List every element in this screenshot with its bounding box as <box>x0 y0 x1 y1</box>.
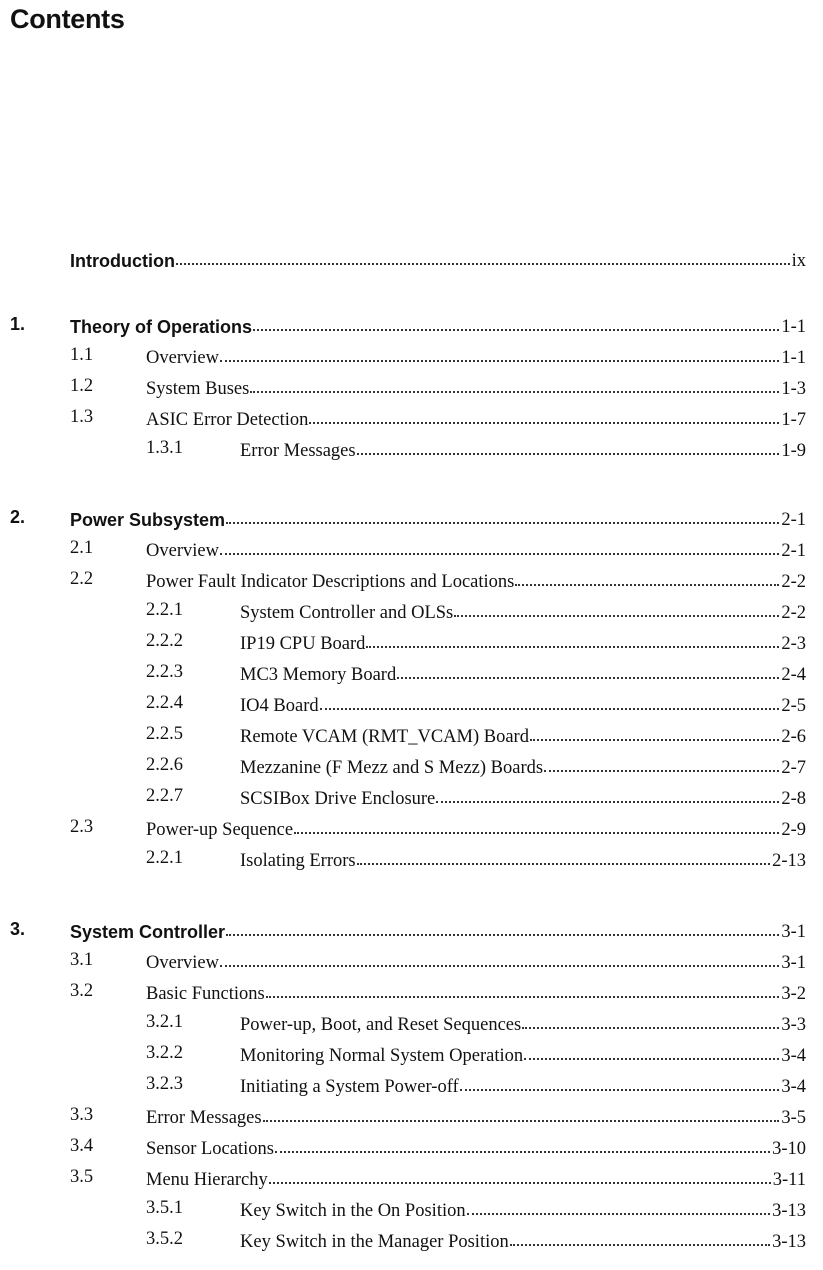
entry-number: 2.2.4 <box>146 693 183 713</box>
entry-title: System Controller <box>70 922 226 942</box>
entry-title: Power-up Sequence <box>146 820 294 840</box>
entry-number: 3.5.1 <box>146 1198 183 1218</box>
entry-number: 3.2.2 <box>146 1043 183 1063</box>
dot-leader <box>320 708 780 710</box>
section-entry[interactable] <box>70 1134 806 1160</box>
entry-title: System Buses <box>146 379 250 399</box>
subsection-entry[interactable] <box>146 1196 806 1222</box>
subsection-entry[interactable] <box>146 722 806 748</box>
entry-page-number: 3-10 <box>772 1139 806 1159</box>
entry-page-number: 2-5 <box>781 696 806 716</box>
chapter-entry[interactable] <box>10 917 806 943</box>
entry-title: Overview <box>146 541 219 561</box>
entry-title: Key Switch in the Manager Position <box>240 1232 509 1252</box>
entry-page-number: 3-13 <box>772 1232 806 1252</box>
dot-leader <box>269 1182 771 1184</box>
dot-leader <box>220 965 779 967</box>
entry-number: 2.2 <box>70 569 94 589</box>
entry-number: 2.2.1 <box>146 848 183 868</box>
dot-leader <box>366 646 779 648</box>
dot-leader <box>524 1058 779 1060</box>
entry-title: Mezzanine (F Mezz and S Mezz) Boards <box>240 758 544 778</box>
section-entry[interactable] <box>70 1165 806 1191</box>
section-entry[interactable] <box>70 948 806 974</box>
dot-leader <box>266 996 780 998</box>
entry-page-number: 2-7 <box>781 758 806 778</box>
dot-leader <box>220 360 779 362</box>
dot-leader <box>309 422 779 424</box>
page-title: Contents <box>10 4 125 34</box>
entry-page-number: 1-1 <box>781 348 806 368</box>
entry-number: 1.3 <box>70 407 94 427</box>
entry-number: 3.3 <box>70 1105 94 1125</box>
entry-page-number: 3-1 <box>781 953 806 973</box>
dot-leader <box>515 584 779 586</box>
subsection-entry[interactable] <box>146 753 806 779</box>
entry-page-number: 3-11 <box>772 1170 806 1190</box>
subsection-entry[interactable] <box>146 660 806 686</box>
entry-page-number: 1-3 <box>781 379 806 399</box>
entry-title: Introduction <box>70 251 175 271</box>
chapter-entry[interactable] <box>10 312 806 338</box>
subsection-entry[interactable] <box>146 1010 806 1036</box>
entry-page-number: 1-1 <box>781 317 806 337</box>
entry-page-number: 2-8 <box>781 789 806 809</box>
dot-leader <box>357 453 780 455</box>
entry-number: 3.4 <box>70 1136 94 1156</box>
entry-title: MC3 Memory Board <box>240 665 397 685</box>
section-entry[interactable] <box>70 979 806 1005</box>
entry-page-number: 3-4 <box>781 1077 806 1097</box>
entry-page-number: ix <box>791 251 806 271</box>
entry-page-number: 3-4 <box>781 1046 806 1066</box>
dot-leader <box>467 1213 770 1215</box>
dot-leader <box>460 1089 780 1091</box>
dot-leader <box>530 739 779 741</box>
entry-number: 3.5 <box>70 1167 94 1187</box>
entry-title: Power Fault Indicator Descriptions and Locations <box>146 572 515 592</box>
dot-leader <box>226 522 779 524</box>
entry-page-number: 1-7 <box>781 410 806 430</box>
entry-title: Initiating a System Power-off <box>240 1077 459 1097</box>
chapter-entry[interactable] <box>70 246 806 272</box>
entry-number: 2.1 <box>70 538 94 558</box>
subsection-entry[interactable] <box>146 784 806 810</box>
entry-title: Remote VCAM (RMT_VCAM) Board <box>240 727 529 747</box>
entry-page-number: 2-6 <box>781 727 806 747</box>
dot-leader <box>176 263 790 265</box>
entry-number: 2.3 <box>70 817 94 837</box>
entry-title: Power Subsystem <box>70 510 226 530</box>
entry-title: Menu Hierarchy <box>146 1170 268 1190</box>
dot-leader <box>522 1027 779 1029</box>
entry-number: 2.2.7 <box>146 786 183 806</box>
entry-title: Sensor Locations <box>146 1139 274 1159</box>
entry-number: 1.3.1 <box>146 438 183 458</box>
entry-number: 1. <box>10 314 26 334</box>
entry-title: System Controller and OLSs <box>240 603 454 623</box>
entry-number: 3. <box>10 919 26 939</box>
entry-number: 1.2 <box>70 376 94 396</box>
entry-title: SCSIBox Drive Enclosure <box>240 789 436 809</box>
section-entry[interactable] <box>70 374 806 400</box>
section-entry[interactable] <box>70 567 806 593</box>
entry-title: Overview <box>146 953 219 973</box>
dot-leader <box>357 863 770 865</box>
entry-title: Overview <box>146 348 219 368</box>
subsection-entry[interactable] <box>146 436 806 462</box>
dot-leader <box>263 1120 780 1122</box>
entry-title: Power-up, Boot, and Reset Sequences <box>240 1015 522 1035</box>
entry-page-number: 3-2 <box>781 984 806 1004</box>
entry-page-number: 2-1 <box>781 510 806 530</box>
entry-page-number: 3-1 <box>781 922 806 942</box>
section-entry[interactable] <box>70 405 806 431</box>
entry-number: 2.2.1 <box>146 600 183 620</box>
entry-title: Isolating Errors <box>240 851 356 871</box>
dot-leader <box>544 770 779 772</box>
dot-leader <box>510 1244 770 1246</box>
entry-number: 2.2.3 <box>146 662 183 682</box>
entry-title: Error Messages <box>146 1108 262 1128</box>
entry-number: 3.5.2 <box>146 1229 183 1249</box>
entry-page-number: 3-5 <box>781 1108 806 1128</box>
section-entry[interactable] <box>70 1103 806 1129</box>
section-entry[interactable] <box>70 343 806 369</box>
entry-page-number: 2-2 <box>781 572 806 592</box>
subsection-entry[interactable] <box>146 846 806 872</box>
entry-title: IP19 CPU Board <box>240 634 366 654</box>
entry-title: Error Messages <box>240 441 356 461</box>
entry-number: 2.2.5 <box>146 724 183 744</box>
subsection-entry[interactable] <box>146 1041 806 1067</box>
subsection-entry[interactable] <box>146 629 806 655</box>
dot-leader <box>226 934 779 936</box>
entry-page-number: 2-2 <box>781 603 806 623</box>
dot-leader <box>436 801 779 803</box>
entry-number: 3.2.3 <box>146 1074 183 1094</box>
subsection-entry[interactable] <box>146 1072 806 1098</box>
entry-title: ASIC Error Detection <box>146 410 309 430</box>
entry-number: 1.1 <box>70 345 94 365</box>
dot-leader <box>294 832 779 834</box>
entry-title: Basic Functions <box>146 984 265 1004</box>
entry-page-number: 2-4 <box>781 665 806 685</box>
subsection-entry[interactable] <box>146 598 806 624</box>
entry-title: Theory of Operations <box>70 317 253 337</box>
entry-title: IO4 Board <box>240 696 319 716</box>
entry-title: Key Switch in the On Position <box>240 1201 466 1221</box>
entry-page-number: 1-9 <box>781 441 806 461</box>
entry-page-number: 3-3 <box>781 1015 806 1035</box>
entry-page-number: 2-9 <box>781 820 806 840</box>
entry-number: 2.2.2 <box>146 631 183 651</box>
entry-page-number: 2-3 <box>781 634 806 654</box>
entry-title: Monitoring Normal System Operation <box>240 1046 524 1066</box>
dot-leader <box>220 553 779 555</box>
entry-number: 3.2.1 <box>146 1012 183 1032</box>
entry-number: 2.2.6 <box>146 755 183 775</box>
entry-number: 2. <box>10 507 26 527</box>
entry-number: 3.1 <box>70 950 94 970</box>
dot-leader <box>454 615 779 617</box>
dot-leader <box>253 329 779 331</box>
dot-leader <box>275 1151 770 1153</box>
dot-leader <box>250 391 779 393</box>
entry-number: 3.2 <box>70 981 94 1001</box>
chapter-entry[interactable] <box>10 505 806 531</box>
subsection-entry[interactable] <box>146 1227 806 1253</box>
subsection-entry[interactable] <box>146 691 806 717</box>
section-entry[interactable] <box>70 815 806 841</box>
entry-page-number: 2-13 <box>772 851 806 871</box>
entry-page-number: 2-1 <box>781 541 806 561</box>
entry-page-number: 3-13 <box>772 1201 806 1221</box>
section-entry[interactable] <box>70 536 806 562</box>
dot-leader <box>397 677 779 679</box>
